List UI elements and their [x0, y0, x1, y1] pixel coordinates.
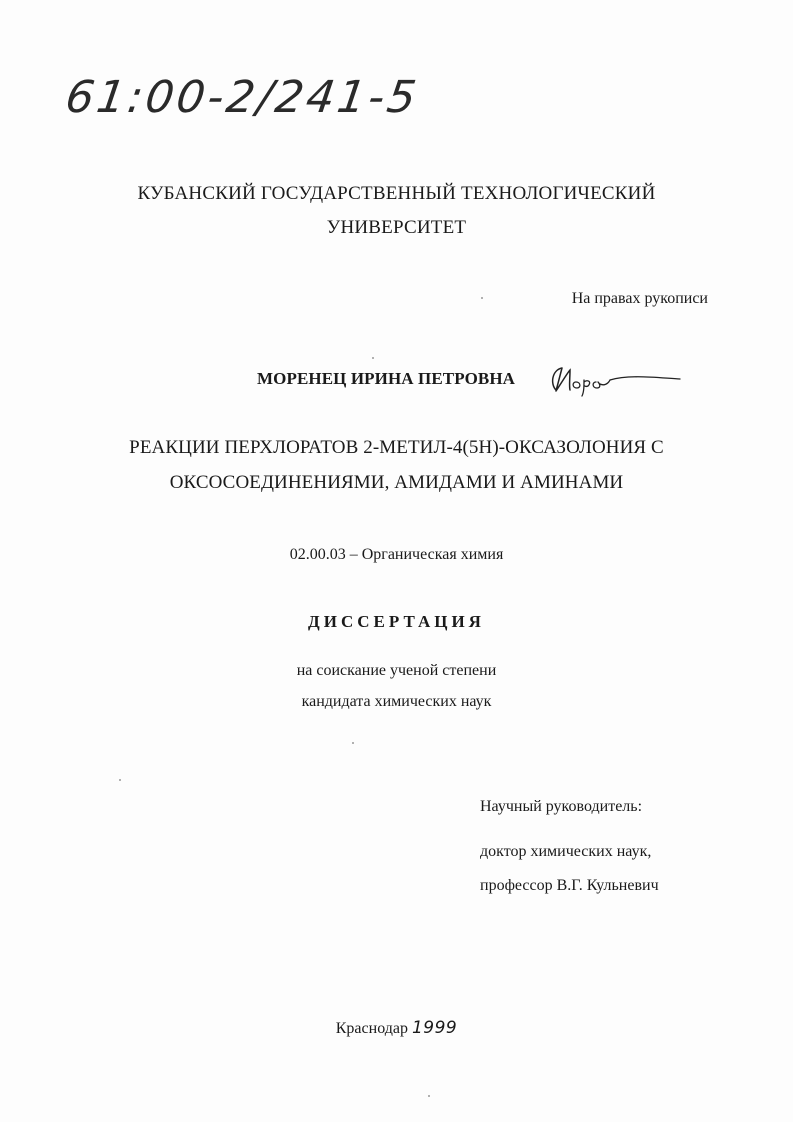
document-type: ДИССЕРТАЦИЯ: [308, 612, 485, 631]
manuscript-note: На правах рукописи: [571, 290, 708, 307]
signature-icon: [540, 360, 685, 398]
dissertation-title-line2: ОКСОСОЕДИНЕНИЯМИ, АМИДАМИ И АМИНАМИ: [169, 472, 624, 493]
author-name: МОРЕНЕЦ ИРИНА ПЕТРОВНА: [257, 369, 516, 388]
archive-code: 61:00-2/241-5: [62, 72, 422, 123]
advisor-label: Научный руководитель:: [480, 798, 643, 815]
university-name-line2: УНИВЕРСИТЕТ: [326, 217, 467, 238]
scan-speck: [428, 1095, 430, 1097]
place: Краснодар: [335, 1020, 408, 1037]
dissertation-title-line1: РЕАКЦИИ ПЕРХЛОРАТОВ 2-МЕТИЛ-4(5Н)-ОКСАЗОЛОНИЯ С: [129, 437, 664, 458]
advisor-name: профессор В.Г. Кульневич: [480, 877, 659, 894]
degree-line2: кандидата химических наук: [301, 693, 492, 710]
university-name-line1: КУБАНСКИЙ ГОСУДАРСТВЕННЫЙ ТЕХНОЛОГИЧЕСКИЙ: [137, 183, 656, 204]
scan-speck: [352, 742, 354, 744]
scan-speck: [119, 779, 121, 781]
advisor-title: доктор химических наук,: [480, 843, 652, 860]
degree-line1: на соискание ученой степени: [296, 662, 497, 679]
scan-speck: [481, 297, 483, 299]
place-year: [0, 1018, 793, 1038]
scan-speck: [372, 357, 374, 359]
specialty: 02.00.03 – Органическая химия: [289, 546, 504, 563]
year: 1999: [411, 1018, 458, 1038]
